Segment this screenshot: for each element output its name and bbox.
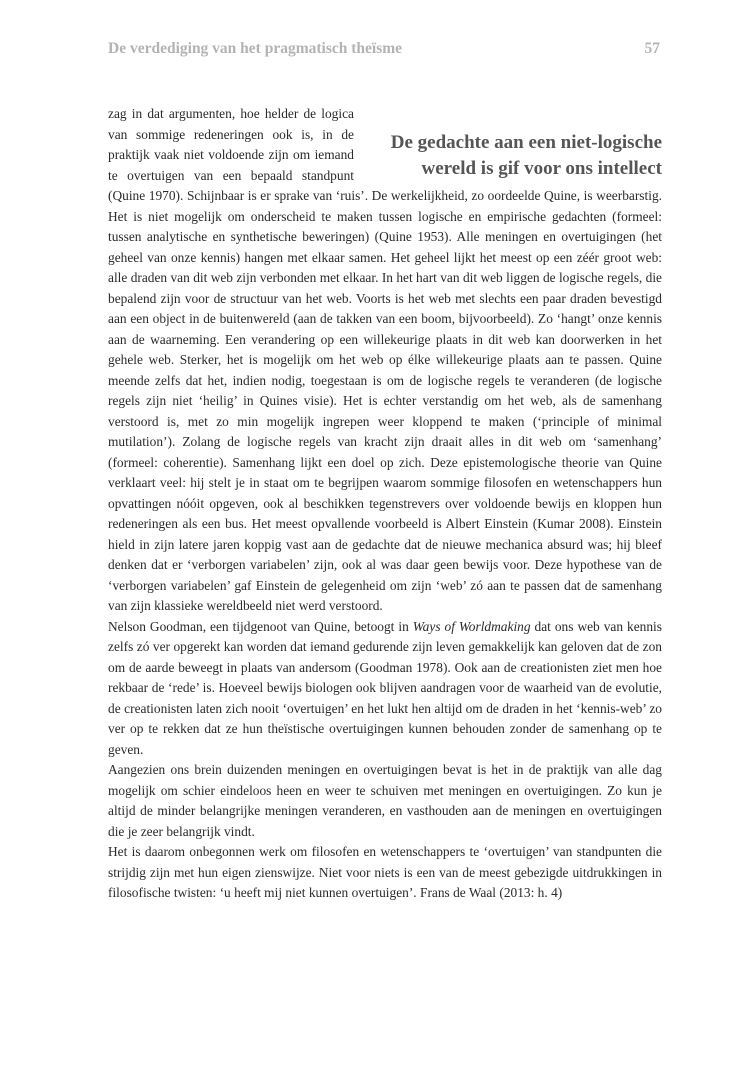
book-title: Ways of Worldmaking <box>412 618 531 634</box>
paragraph-1-text: zag in dat argumenten, hoe helder de logica van sommige redeneringen ook is, in de praktijk vaak niet voldoende zijn om iemand te overtuigen van een bepaald standpunt (Quine 1970). Schijnbaar is er sprake van ‘ruis’. De werkelijkheid, zo oordeelde Quine, is weerbarstig. Het is niet mogelijk om onderscheid te maken tussen logische en empirische gedachten (formeel: tussen analytische en synthetische beweringen) (Quine 1953). Alle meningen en overtuigingen (het geheel van onze kennis) hangen met elkaar samen. Het geheel lijkt het meest op een zéér groot web: alle draden van dit web zijn verbonden met elkaar. In het hart van dit web liggen de logische regels, die bepalend zijn voor de structuur van het web. Voorts is het web met slechts een paar draden bevestigd aan een object in de buitenwereld (aan de takken van een boom, bijvoorbeeld). Zo ‘hangt’ onze kennis aan de waarneming. Een verandering op een willekeurige plaats in dit web kan doorwerken in het gehele web. Sterker, het is mogelijk om het web op élke willekeurige plaats aan te passen. Quine meende zelfs dat het, indien nodig, toegestaan is om de logische regels te veranderen (de logische regels zijn niet ‘heilig’ in Quines visie). Het is echter verstandig om het web, als de samenhang verstoord is, met zo min mogelijk ingrepen weer kloppend te maken (‘principle of minimal mutilation’). Zolang de logische regels van kracht zijn draait alles in dit web om ‘samenhang’ (formeel: coherentie). Samenhang lijkt een doel op zich. Deze epistemologische theorie van Quine verklaart veel: hij stelt je in staat om te begrijpen waarom sommige filosofen en wetenschappers hun opvattingen nóóit opgeven, ook al beschikken tegenstrevers over voldoende bewijs en kloppen hun redeneringen als een bus. Het meest opvallende voorbeeld is Albert Einstein (Kumar 2008). Einstein hield in zijn latere jaren koppig vast aan de gedachte dat de nieuwe mechanica absurd was; hij bleef denken dat er ‘verborgen variabelen’ zijn, ook al was daar geen bewijs voor. Deze hypothese van de ‘verborgen variabelen’ gaf Einstein de gelegenheid om zijn ‘web’ zó aan te passen dat de samenhang van zijn klassieke wereldbeeld niet werd verstoord. <box>108 106 662 613</box>
paragraph-2-after: dat ons web van kennis zelfs zó ver opgerekt kan worden dat iemand gedurende zijn leven gemakkelijk kan geloven dat de zon om de aarde beweegt in plaats van andersom (Goodman 1978). Ook aan de creationisten ziet men hoe rekbaar de ‘rede’ is. Hoeveel bewijs biologen ook blijven aandragen voor de waarheid van de evolutie, de creationisten laten zich nooit ‘overtuigen’ en het lukt hen altijd om de draden in het ‘kennis-web’ zo ver op te rekken dat ze hun theïstische overtuigingen kunnen behouden zonder de samenhang op te geven. <box>108 618 662 757</box>
page-number: 57 <box>644 40 660 57</box>
paragraph-3: Aangezien ons brein duizenden meningen en overtuigingen bevat is het in de praktijk van alle dag mogelijk om schier eindeloos heen en weer te schuiven met meningen en overtuigingen. Zo kun je altijd de minder belangrijke meningen veranderen, en vasthouden aan de meningen en overtuigingen die je zeer belangrijk vindt. <box>108 762 662 839</box>
running-title: De verdediging van het pragmatisch theïsme <box>108 40 403 57</box>
paragraph-2 <box>108 617 662 761</box>
running-header <box>108 40 660 58</box>
body-text <box>108 104 662 904</box>
pull-quote: De gedachte aan een niet-logische wereld is gif voor ons intellect <box>390 132 662 179</box>
paragraph-4: Het is daarom onbegonnen werk om filosofen en wetenschappers te ‘overtuigen’ van standpunten die strijdig zijn met hun eigen zienswijze. Niet voor niets is een van de meest gebezigde uitdrukkingen in filosofische twisten: ‘u heeft mij niet kunnen overtuigen’. Frans de Waal (2013: h. 4) <box>108 844 662 900</box>
paragraph-2-before: Nelson Goodman, een tijdgenoot van Quine, betoogt in <box>108 618 413 634</box>
paragraph-1 <box>108 104 662 617</box>
